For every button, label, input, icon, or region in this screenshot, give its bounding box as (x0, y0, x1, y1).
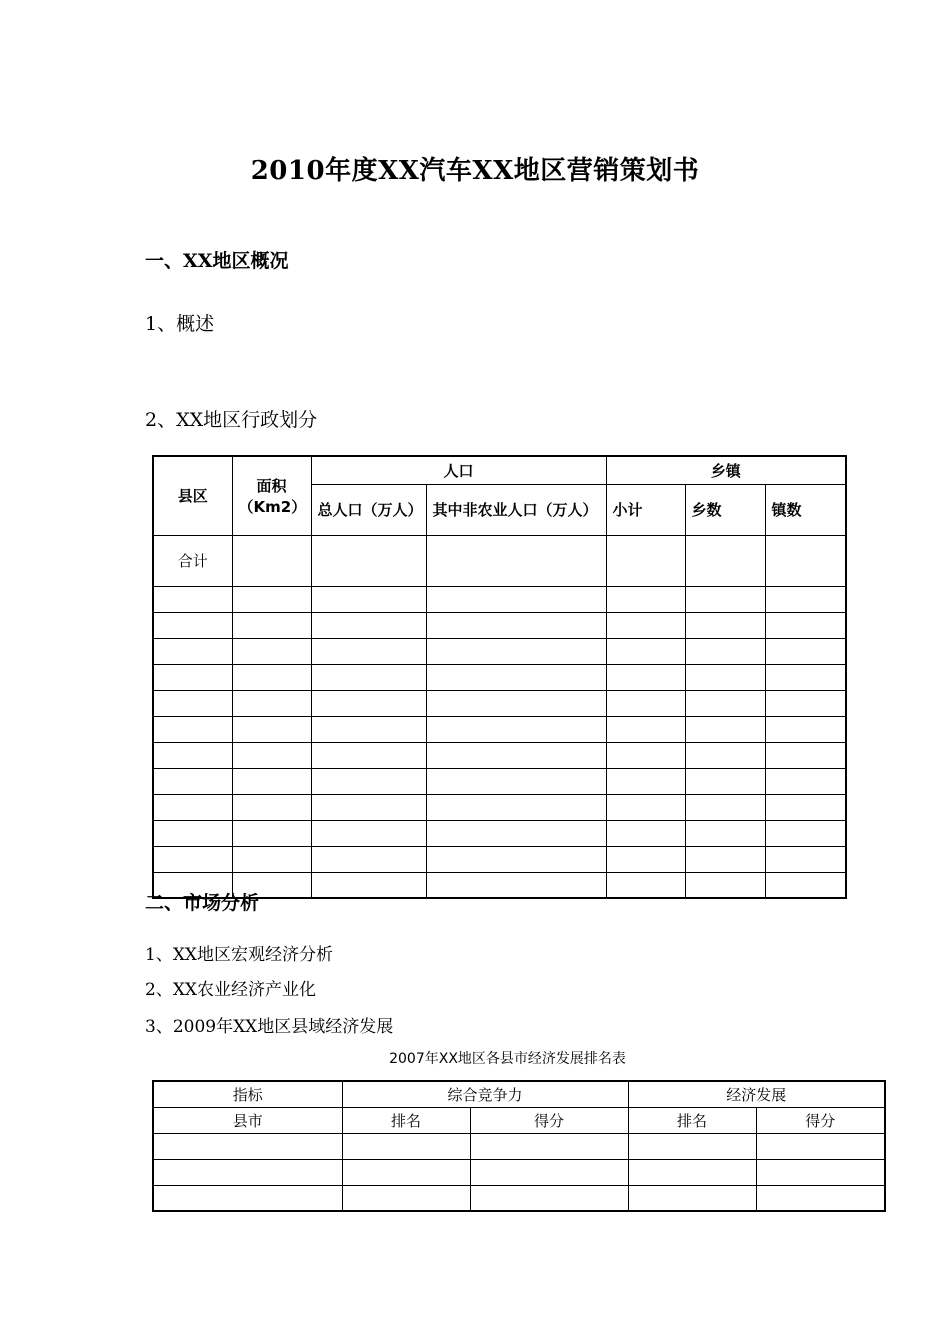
section1-heading: 一、XX地区概况 (145, 250, 289, 272)
table-cell (765, 794, 846, 820)
table-cell (765, 664, 846, 690)
ranking-table-caption: 2007年XX地区各县市经济发展排名表 (389, 1051, 626, 1067)
table-cell (470, 1159, 628, 1185)
table-cell (232, 820, 311, 846)
table-cell (685, 820, 765, 846)
table-cell (232, 535, 311, 586)
ranking-table (152, 1080, 886, 1212)
table-row (153, 690, 846, 716)
table-cell (153, 846, 232, 872)
table-cell (153, 586, 232, 612)
table-row-total (153, 535, 846, 586)
table-cell (311, 820, 426, 846)
header-economy-rank: 排名 (628, 1107, 756, 1133)
table-cell (426, 535, 606, 586)
table-cell (765, 690, 846, 716)
table-cell (426, 794, 606, 820)
table-cell (153, 638, 232, 664)
section2-item-macro: 1、XX地区宏观经济分析 (145, 945, 334, 965)
table-cell (311, 846, 426, 872)
table-cell (470, 1185, 628, 1211)
table-cell (311, 612, 426, 638)
table-cell (426, 586, 606, 612)
table-cell (426, 638, 606, 664)
table-cell (756, 1133, 885, 1159)
table-row (153, 1133, 885, 1159)
table-cell (756, 1159, 885, 1185)
table-cell (765, 742, 846, 768)
table-cell (606, 664, 685, 690)
table-cell (685, 872, 765, 898)
row-total-label: 合计 (153, 535, 232, 586)
table-cell (311, 742, 426, 768)
table-cell (232, 742, 311, 768)
table-cell (311, 664, 426, 690)
admin-division-table (152, 455, 847, 899)
header-subtotal: 小计 (606, 484, 685, 535)
table-row (153, 742, 846, 768)
table-cell (153, 768, 232, 794)
header-population: 人口 (311, 456, 606, 484)
table-cell (765, 586, 846, 612)
table-row (153, 716, 846, 742)
header-nonagri-population: 其中非农业人口（万人） (426, 484, 606, 535)
table-cell (153, 716, 232, 742)
table-cell (628, 1159, 756, 1185)
header-competitiveness-score: 得分 (470, 1107, 628, 1133)
header-towns: 乡镇 (606, 456, 846, 484)
table-cell (311, 716, 426, 742)
table-cell (232, 664, 311, 690)
table-cell (232, 612, 311, 638)
table-cell (153, 1185, 342, 1211)
table-cell (685, 690, 765, 716)
table-cell (426, 872, 606, 898)
document-title: 2010年度XX汽车XX地区营销策划书 (250, 156, 700, 186)
table-cell (606, 612, 685, 638)
table-cell (685, 794, 765, 820)
table-cell (232, 846, 311, 872)
table-cell (685, 716, 765, 742)
section1-item-overview: 1、概述 (145, 313, 215, 335)
section1-item-division: 2、XX地区行政划分 (145, 409, 318, 431)
table-cell (232, 586, 311, 612)
table-cell (606, 872, 685, 898)
table-cell (311, 638, 426, 664)
table-cell (311, 535, 426, 586)
table-cell (426, 664, 606, 690)
table-cell (153, 1133, 342, 1159)
table-cell (470, 1133, 628, 1159)
table-cell (426, 846, 606, 872)
table-cell (311, 586, 426, 612)
table-cell (765, 535, 846, 586)
header-county: 县区 (153, 456, 232, 535)
table-row (153, 768, 846, 794)
table-cell (606, 638, 685, 664)
table-cell (765, 768, 846, 794)
table-cell (606, 794, 685, 820)
table-cell (685, 586, 765, 612)
table-cell (765, 820, 846, 846)
table-cell (765, 716, 846, 742)
table-cell (685, 664, 765, 690)
table-row (153, 820, 846, 846)
table-cell (153, 664, 232, 690)
table-cell (606, 690, 685, 716)
table-cell (426, 612, 606, 638)
table-row (153, 612, 846, 638)
header-economy-score: 得分 (756, 1107, 885, 1133)
table-cell (311, 872, 426, 898)
table-cell (426, 768, 606, 794)
section2-item-agriculture: 2、XX农业经济产业化 (145, 980, 317, 1000)
table-cell (342, 1185, 470, 1211)
table-cell (232, 716, 311, 742)
table-cell (628, 1185, 756, 1211)
table-cell (153, 612, 232, 638)
table-cell (153, 794, 232, 820)
table-cell (765, 846, 846, 872)
table-cell (153, 820, 232, 846)
header-town-count: 镇数 (765, 484, 846, 535)
header-area: 面积（Km2） (232, 456, 311, 535)
table-cell (153, 690, 232, 716)
table-cell (232, 638, 311, 664)
table-cell (342, 1133, 470, 1159)
table-cell (606, 742, 685, 768)
table-cell (426, 742, 606, 768)
header-economic-development: 经济发展 (628, 1081, 885, 1107)
table-row (153, 1185, 885, 1211)
table-cell (426, 716, 606, 742)
table-cell (606, 768, 685, 794)
table-cell (426, 820, 606, 846)
table-cell (606, 716, 685, 742)
table-cell (685, 535, 765, 586)
table-cell (232, 794, 311, 820)
table-cell (606, 846, 685, 872)
section2-item-county-economy: 3、2009年XX地区县域经济发展 (145, 1017, 394, 1037)
table-cell (232, 768, 311, 794)
table-cell (685, 846, 765, 872)
table-cell (311, 768, 426, 794)
table-cell (685, 768, 765, 794)
table-cell (232, 690, 311, 716)
table-row (153, 1159, 885, 1185)
header-county-city: 县市 (153, 1107, 342, 1133)
table-cell (426, 690, 606, 716)
header-indicator: 指标 (153, 1081, 342, 1107)
table-cell (765, 872, 846, 898)
table-cell (765, 612, 846, 638)
table-cell (342, 1159, 470, 1185)
table-cell (311, 690, 426, 716)
table-cell (685, 612, 765, 638)
header-competitiveness-rank: 排名 (342, 1107, 470, 1133)
table-row (153, 664, 846, 690)
table-row (153, 638, 846, 664)
table-cell (153, 742, 232, 768)
table-cell (311, 794, 426, 820)
header-township-count: 乡数 (685, 484, 765, 535)
table-cell (628, 1133, 756, 1159)
table-row (153, 846, 846, 872)
table-cell (685, 638, 765, 664)
header-competitiveness: 综合竞争力 (342, 1081, 628, 1107)
section2-heading: 二、市场分析 (145, 892, 260, 914)
table-cell (606, 586, 685, 612)
table-cell (685, 742, 765, 768)
table-cell (606, 535, 685, 586)
table-cell (153, 1159, 342, 1185)
header-total-population: 总人口（万人） (311, 484, 426, 535)
table-row (153, 794, 846, 820)
table-cell (756, 1185, 885, 1211)
table-cell (765, 638, 846, 664)
table-row (153, 586, 846, 612)
table-cell (606, 820, 685, 846)
